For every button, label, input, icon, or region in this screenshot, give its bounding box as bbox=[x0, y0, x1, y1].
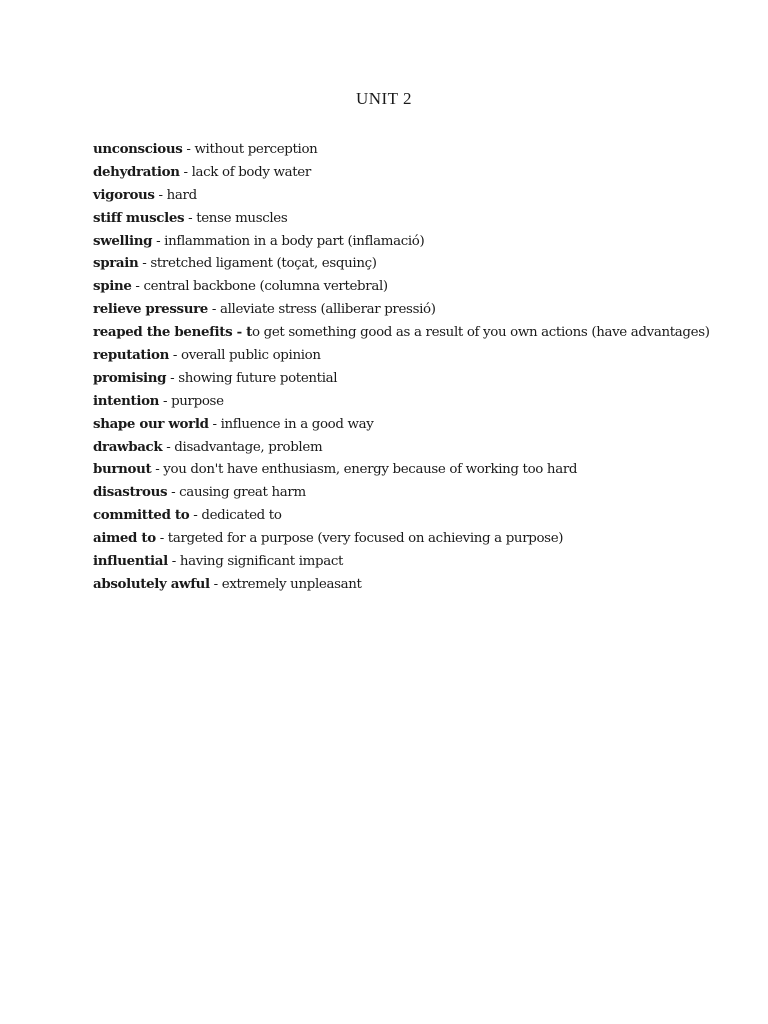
vocab-term: disastrous bbox=[93, 484, 168, 501]
vocab-term: sprain bbox=[93, 255, 139, 272]
vocab-entry bbox=[93, 298, 753, 321]
vocab-term: swelling bbox=[93, 232, 153, 249]
vocab-term: spine bbox=[93, 278, 132, 295]
vocab-term: unconscious bbox=[93, 141, 183, 157]
vocab-entry bbox=[93, 207, 753, 230]
vocab-separator: - bbox=[131, 279, 144, 295]
vocab-entry bbox=[93, 481, 753, 504]
vocab-entry bbox=[93, 413, 753, 436]
vocab-term: committed to bbox=[93, 507, 190, 524]
vocab-separator: - bbox=[152, 233, 165, 249]
vocab-term: dehydration bbox=[93, 163, 180, 180]
vocab-term: intention bbox=[93, 392, 160, 409]
page-title: UNIT 2 bbox=[355, 89, 413, 108]
vocab-separator: - bbox=[189, 508, 202, 524]
vocab-term: drawback bbox=[93, 438, 163, 455]
vocab-separator: - bbox=[182, 142, 195, 157]
vocab-entry bbox=[93, 321, 753, 344]
vocab-separator: - bbox=[155, 531, 168, 547]
vocab-entry bbox=[93, 573, 753, 596]
vocab-entry bbox=[93, 344, 753, 367]
vocab-term: reaped the benefits - t bbox=[93, 324, 252, 341]
vocab-entry bbox=[93, 275, 753, 298]
vocab-entry bbox=[93, 367, 753, 390]
vocab-entry bbox=[93, 390, 753, 413]
vocab-entry bbox=[93, 527, 753, 550]
vocab-separator: - bbox=[208, 416, 221, 432]
vocab-definition: alleviate stress (alliberar pressió) bbox=[219, 302, 436, 318]
vocab-entry bbox=[93, 550, 753, 573]
vocab-entry bbox=[93, 458, 753, 481]
vocab-term: shape our world bbox=[93, 415, 209, 432]
vocab-separator: - bbox=[179, 164, 192, 180]
vocabulary-list bbox=[93, 138, 753, 596]
vocab-definition: stretched ligament (toçat, esquinç) bbox=[150, 256, 377, 272]
vocab-definition: causing great harm bbox=[179, 485, 306, 501]
vocab-definition: inflammation in a body part (inflamació) bbox=[164, 233, 425, 249]
vocab-separator: - bbox=[166, 370, 179, 386]
vocab-definition: overall public opinion bbox=[180, 348, 321, 364]
vocab-definition: purpose bbox=[171, 393, 224, 409]
vocab-entry bbox=[93, 504, 753, 527]
vocab-term: influential bbox=[93, 553, 168, 570]
vocab-separator: - bbox=[154, 187, 167, 203]
vocab-term: absolutely awful bbox=[93, 575, 210, 592]
vocab-entry bbox=[93, 230, 753, 253]
vocab-entry bbox=[93, 252, 753, 275]
vocab-separator: - bbox=[162, 439, 175, 455]
vocab-definition: disadvantage, problem bbox=[174, 439, 323, 455]
vocab-separator: - bbox=[168, 348, 181, 364]
vocab-separator: - bbox=[167, 485, 180, 501]
vocab-term: stiff muscles bbox=[93, 209, 185, 226]
vocab-entry bbox=[93, 436, 753, 459]
vocab-definition: showing future potential bbox=[178, 370, 338, 386]
vocab-entry bbox=[93, 184, 753, 207]
vocab-definition: extremely unpleasant bbox=[221, 576, 362, 592]
vocab-term: promising bbox=[93, 369, 167, 386]
vocab-separator: - bbox=[207, 302, 220, 318]
vocab-term: vigorous bbox=[93, 186, 155, 203]
vocab-definition: you don't have enthusiasm, energy because of working too hard bbox=[163, 462, 578, 478]
vocab-definition: targeted for a purpose (very focused on achieving a purpose) bbox=[167, 531, 564, 547]
vocab-definition: o get something good as a result of you own actions (have advantages) bbox=[252, 325, 710, 341]
vocab-separator: - bbox=[184, 210, 197, 226]
vocab-term: aimed to bbox=[93, 530, 156, 547]
vocab-entry bbox=[93, 138, 753, 161]
vocab-separator: - bbox=[138, 256, 151, 272]
vocab-definition: influence in a good way bbox=[220, 416, 374, 432]
vocab-definition: without perception bbox=[194, 142, 318, 157]
vocab-separator: - bbox=[159, 393, 172, 409]
vocab-entry bbox=[93, 161, 753, 184]
vocab-definition: central backbone (columna vertebral) bbox=[143, 279, 388, 295]
vocab-definition: dedicated to bbox=[201, 508, 282, 524]
vocab-definition: having significant impact bbox=[179, 554, 344, 570]
vocab-term: burnout bbox=[93, 461, 152, 478]
vocab-definition: tense muscles bbox=[196, 210, 288, 226]
vocab-definition: lack of body water bbox=[191, 164, 311, 180]
vocab-definition: hard bbox=[166, 187, 197, 203]
vocab-separator: - bbox=[167, 554, 180, 570]
vocab-term: reputation bbox=[93, 347, 169, 364]
vocab-term: relieve pressure bbox=[93, 301, 208, 318]
vocab-separator: - bbox=[209, 576, 222, 592]
vocab-separator: - bbox=[151, 462, 164, 478]
